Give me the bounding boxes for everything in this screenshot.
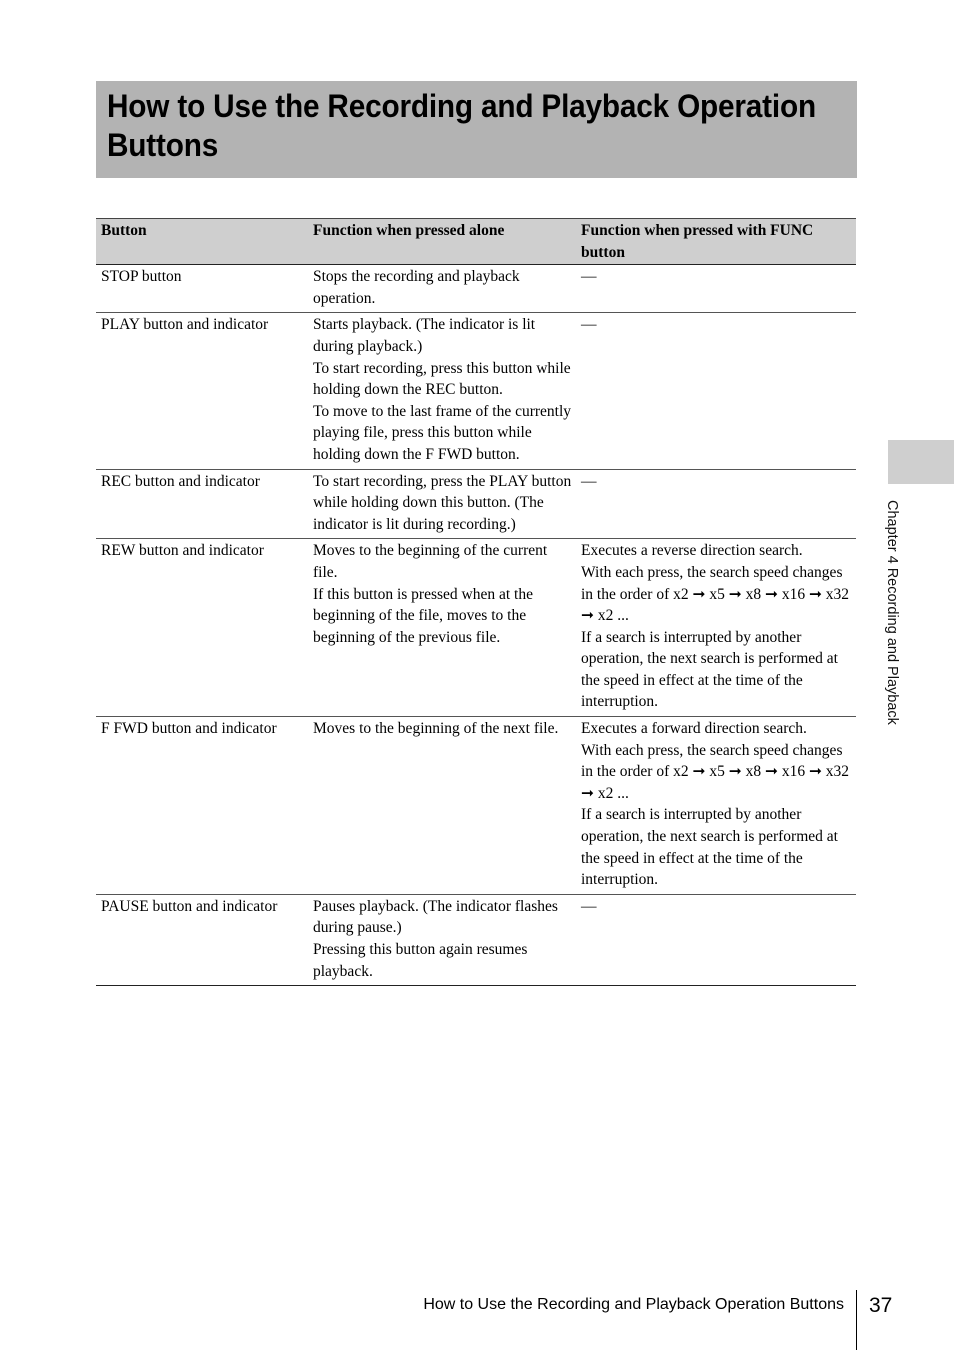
table-row (96, 539, 856, 717)
cell-function-alone (308, 265, 576, 313)
cell-function-alone (308, 717, 576, 895)
cell-function-alone (308, 469, 576, 539)
cell-paragraph: To move to the last frame of the currently playing file, press this button while holding down the F FWD button. (313, 402, 572, 463)
cell-paragraph: Moves to the beginning of the current file. (313, 542, 548, 581)
cell-paragraph: Pauses playback. (The indicator flashes during pause.) (313, 897, 558, 937)
title-band (96, 81, 857, 178)
cell-function-alone (308, 539, 576, 717)
cell-paragraph: To start recording, press the PLAY button while holding down this button. (The indicator is lit during recording.) (313, 472, 572, 533)
cell-function-with-func (576, 717, 856, 895)
cell-paragraph: Stops the recording and playback operation. (313, 268, 520, 307)
cell-paragraph: Executes a forward direction search. (581, 720, 807, 738)
chapter-tab-marker (888, 440, 954, 484)
cell-function-with-func (576, 313, 856, 469)
cell-function-with-func (576, 894, 856, 985)
cell-paragraph: To start recording, press this button while holding down the REC button. (313, 359, 571, 399)
cell-function-with-func (576, 265, 856, 313)
table-row (96, 717, 856, 895)
cell-button-name: PAUSE button and indicator (96, 894, 308, 985)
cell-paragraph: — (581, 316, 597, 334)
cell-paragraph: — (581, 472, 597, 490)
header-button: Button (96, 219, 308, 265)
cell-paragraph: Executes a reverse direction search. (581, 542, 803, 560)
header-function-with-func: Function when pressed with FUNC button (576, 219, 856, 265)
table-row (96, 469, 856, 539)
cell-paragraph: With each press, the search speed changes in the order of x2 ➞ x5 ➞ x8 ➞ x16 ➞ x32 ➞ x2 ... (581, 741, 850, 802)
cell-button-name: REC button and indicator (96, 469, 308, 539)
cell-paragraph: If this button is pressed when at the beginning of the file, moves to the beginning of the previous file. (313, 585, 533, 646)
operation-buttons-table (96, 218, 856, 986)
footer-running-title: How to Use the Recording and Playback Operation Buttons (423, 1296, 844, 1313)
cell-function-alone (308, 894, 576, 985)
footer-divider (856, 1290, 857, 1350)
cell-paragraph: — (581, 268, 597, 286)
chapter-side-label: Chapter 4 Recording and Playback (884, 500, 900, 725)
table-row (96, 313, 856, 469)
table-body (96, 265, 856, 986)
cell-paragraph: Moves to the beginning of the next file. (313, 720, 559, 738)
cell-paragraph: With each press, the search speed changes in the order of x2 ➞ x5 ➞ x8 ➞ x16 ➞ x32 ➞ x2 ... (581, 563, 850, 625)
cell-button-name: F FWD button and indicator (96, 717, 308, 895)
page-title: How to Use the Recording and Playback Operation Buttons (107, 88, 816, 163)
header-function-alone: Function when pressed alone (308, 219, 576, 265)
cell-paragraph: If a search is interrupted by another operation, the next search is performed at the speed in effect at the time of the interruption. (581, 806, 838, 889)
cell-function-with-func (576, 539, 856, 717)
cell-button-name: STOP button (96, 265, 308, 313)
cell-function-alone (308, 313, 576, 469)
table-header-row (96, 219, 856, 265)
cell-button-name: PLAY button and indicator (96, 313, 308, 469)
cell-paragraph: If a search is interrupted by another operation, the next search is performed at the speed in effect at the time of the interruption. (581, 628, 838, 711)
cell-paragraph: Pressing this button again resumes playback. (313, 941, 528, 980)
cell-button-name: REW button and indicator (96, 539, 308, 717)
page-number: 37 (869, 1294, 893, 1317)
cell-function-with-func (576, 469, 856, 539)
table-row (96, 265, 856, 313)
cell-paragraph: Starts playback. (The indicator is lit during playback.) (313, 316, 536, 355)
table-row (96, 894, 856, 985)
cell-paragraph: — (581, 897, 597, 915)
